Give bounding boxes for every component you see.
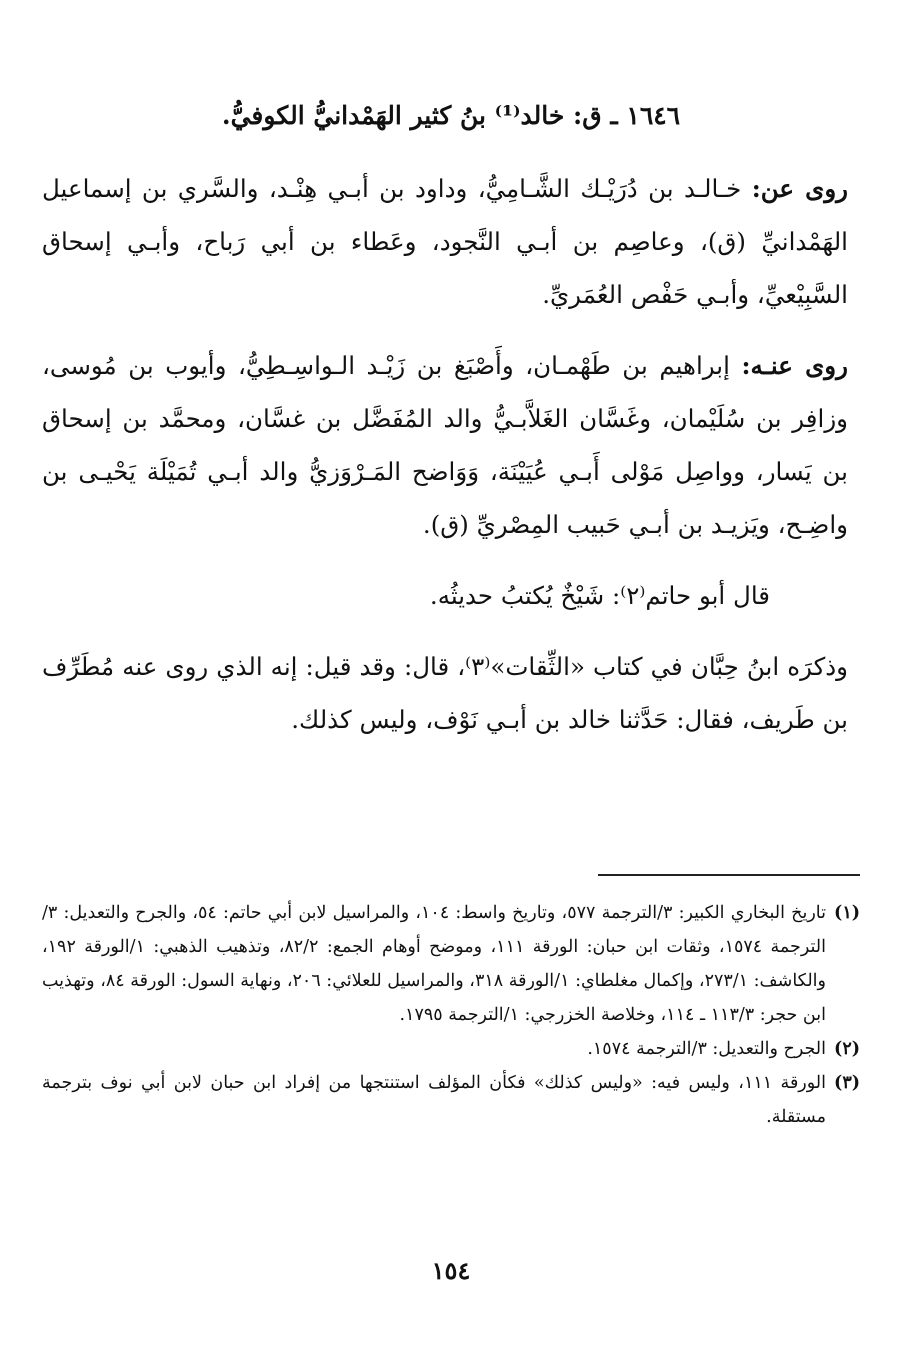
narrated-from-label: روى عن: (751, 174, 848, 203)
page-number: ١٥٤ (431, 1256, 471, 1285)
ibn-hibban-paragraph: وذكرَه ابنُ حِبَّان في كتاب «الثِّقات»⁽٣⁾، قال: وقد قيل: إنه الذي روى عنه مُطَرِّف بن طَريف، فقال: حَدَّثنا خالد بن أبـي نَوْف، وليس كذلك. (42, 652, 848, 734)
footnote-2 (42, 1032, 860, 1066)
footnote-text: تاريخ البخاري الكبير: ٣/الترجمة ٥٧٧، وتاريخ واسط: ١٠٤، والمراسيل لابن أبي حاتم: ٥٤، والجرح والتعديل: ٣/الترجمة ١٥٧٤، وثقات ابن حبان: الورقة ١١١، وموضح أوهام الجمع: ٨٢/٢، وتذهيب الذهبي: ١/الورقة ١٩٢، والكاشف: ٢٧٣/١، وإكمال مغلطاي: ١/الورقة ٣١٨، والمراسيل للعلائي: ٢٠٦، ونهاية السول: الورقة ٨٤، وتهذيب ابن حجر: ١١٣/٣ ـ ١١٤، وخلاصة الخزرجي: ١/الترجمة ١٧٩٥. (42, 903, 827, 1025)
entry-title: ١٦٤٦ ـ ق: خالد⁽¹⁾ بنُ كثير الهَمْدانيُّ الكوفيُّ. (221, 101, 681, 130)
narrated-by-paragraph (42, 339, 860, 551)
footnote-3 (42, 1066, 860, 1134)
narrated-by-label: روى عنـه: (741, 351, 848, 380)
footnotes (42, 896, 860, 1134)
narrated-by-text: إبراهيم بن طَهْمـان، وأَصْبَغ بن زَيْـد الـواسِـطِيُّ، وأيوب بن مُوسى، وزافِر بن سُلَيْمان، وغَسَّان الغَلاَّبـيُّ والد المُفَضَّل بن غسَّان، ومحمَّد بن إسحاق بن يَسار، وواصِل مَوْلى أَبـي عُيَيْنَة، وَوَاضح المَـرْوَزيُّ والد أبـي تُمَيْلَة يَحْيـى بن واضِـح، ويَزيـد بن أبـي حَبيب المِصْريِّ (ق). (42, 351, 848, 539)
footnote-text: الجرح والتعديل: ٣/الترجمة ١٥٧٤. (587, 1039, 826, 1059)
footnote-text: الورقة ١١١، وليس فيه: «وليس كذلك» فكأن المؤلف استنتجها من إفراد ابن حبان لابن أبي نوف بترجمة مستقلة. (42, 1073, 826, 1127)
footnote-1 (42, 896, 860, 1032)
footnote-separator (598, 874, 860, 876)
narrated-from-paragraph (42, 162, 860, 321)
footnote-number: (٢) (834, 1039, 860, 1059)
book-page (42, 96, 860, 1326)
narrated-from-text: خـالـد بن دُرَيْـك الشَّـامِيُّ، وداود بن أبـي هِنْـد، والسَّري بن إسماعيل الهَمْدانيِّ (ق)، وعاصِم بن أبـي النَّجود، وعَطاء بن أبي رَباح، وأبـي إسحاق السَّبِيْعيِّ، وأبـي حَفْص العُمَريِّ. (42, 174, 848, 309)
footnote-number: (٣) (834, 1073, 860, 1093)
abu-hatim-paragraph: قال أبو حاتم⁽٢⁾: شَيْخٌ يُكتبُ حديثُه. (429, 581, 770, 610)
footnote-number: (١) (834, 903, 860, 923)
